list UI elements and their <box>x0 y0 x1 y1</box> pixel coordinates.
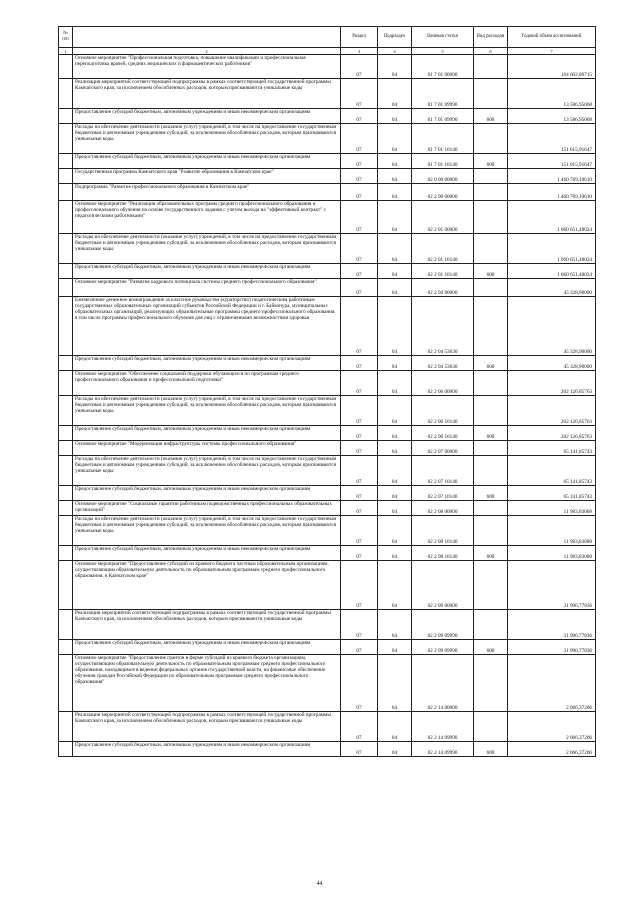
row-razdel-cell: 07 <box>341 279 378 297</box>
row-number-cell <box>59 610 73 640</box>
row-expense-type-cell: 600 <box>474 742 508 757</box>
column-index: 2 <box>73 48 341 55</box>
row-number-cell <box>59 561 73 610</box>
row-razdel-cell: 07 <box>341 396 378 426</box>
row-expense-type-cell: 600 <box>474 486 508 501</box>
row-podrazdel-cell: 04 <box>378 561 412 610</box>
table-row <box>59 264 596 279</box>
row-annual-volume-cell: 164 602,86715 <box>508 55 596 79</box>
row-razdel-cell: 07 <box>341 297 378 356</box>
row-annual-volume-cell: 1 460 769,10610 <box>508 184 596 201</box>
row-razdel-cell: 07 <box>341 55 378 79</box>
table-row <box>59 640 596 655</box>
table-row <box>59 486 596 501</box>
table-row <box>59 712 596 742</box>
row-target-article-cell: 02 2 04 53630 <box>412 297 474 356</box>
row-annual-volume-cell: 151 015,91647 <box>508 154 596 169</box>
row-expense-type-cell: 600 <box>474 426 508 441</box>
table-row <box>59 561 596 610</box>
row-number-cell <box>59 742 73 757</box>
row-name-cell: Предоставление субсидий бюджетным, автономным учреждениям и иным некоммерческим организациям <box>73 109 341 124</box>
row-razdel-cell: 07 <box>341 371 378 396</box>
row-expense-type-cell: 600 <box>474 356 508 371</box>
row-number-cell <box>59 655 73 712</box>
row-razdel-cell: 07 <box>341 456 378 486</box>
row-razdel-cell: 07 <box>341 79 378 109</box>
header-podrazdel: Подраздел <box>378 27 412 48</box>
row-name-cell: Предоставление субсидий бюджетным, автономным учреждениям и иным некоммерческим организациям <box>73 264 341 279</box>
row-name-cell: Основное мероприятие "Предоставление грантов в форме субсидий из краевого бюджета организациям, осуществляющим образовательную деятельность по образовательным программам среднего профессионального образования, находящимся в ведении федеральных органов государственной власти, на финансовое обеспечение обучения граждан Российской Федерации по образовательным программам среднего профессионального образования" <box>73 655 341 712</box>
row-annual-volume-cell: 13 586,95068 <box>508 109 596 124</box>
row-annual-volume-cell: 11 983,83008 <box>508 546 596 561</box>
row-podrazdel-cell: 04 <box>378 169 412 184</box>
row-number-cell <box>59 426 73 441</box>
row-target-article-cell: 02 2 09 09990 <box>412 640 474 655</box>
row-expense-type-cell <box>474 561 508 610</box>
row-name-cell: Основное мероприятие "Социальные гарантии работникам подведомственных профессиональных образовательных организаций" <box>73 501 341 516</box>
row-razdel-cell: 07 <box>341 154 378 169</box>
header-num: № п/п <box>59 27 73 48</box>
table-row <box>59 501 596 516</box>
row-podrazdel-cell: 04 <box>378 356 412 371</box>
row-annual-volume-cell: 13 586,95068 <box>508 79 596 109</box>
row-annual-volume-cell: 202 126,85763 <box>508 371 596 396</box>
row-podrazdel-cell: 04 <box>378 610 412 640</box>
row-number-cell <box>59 501 73 516</box>
row-target-article-cell: 02 2 08 00000 <box>412 501 474 516</box>
row-annual-volume-cell: 2 066,37206 <box>508 712 596 742</box>
row-annual-volume-cell: 65 141,85743 <box>508 486 596 501</box>
row-name-cell: Предоставление субсидий бюджетным, автономным учреждениям и иным некоммерческим организациям <box>73 742 341 757</box>
row-podrazdel-cell: 04 <box>378 184 412 201</box>
row-podrazdel-cell: 04 <box>378 516 412 546</box>
row-target-article-cell: 01 7 01 09990 <box>412 79 474 109</box>
header-target-article: Целевая статья <box>412 27 474 48</box>
row-annual-volume-cell: 45 328,90000 <box>508 356 596 371</box>
row-number-cell <box>59 486 73 501</box>
row-number-cell <box>59 356 73 371</box>
row-target-article-cell: 02 2 14 09990 <box>412 742 474 757</box>
table-row <box>59 742 596 757</box>
column-index: 6 <box>474 48 508 55</box>
row-name-cell: Основное мероприятие "Реализация образовательных программ среднего профессионального образования и профессионального обучения на основе государственного задания с учетом выхода на "эффективный контракт" с педагогическими работниками" <box>73 201 341 234</box>
row-name-cell: Реализация мероприятий соответствующей подпрограммы в рамках соответствующей государственной программы Камчатского края, за исключением обособленных расходов, которым присваиваются уникальные коды <box>73 610 341 640</box>
row-expense-type-cell <box>474 169 508 184</box>
row-name-cell: Расходы на обеспечение деятельности (оказание услуг) учреждений, в том числе на предоставление государственным бюджетным и автономным учреждениям субсидий, за исключением обособленных расходов, которым присваиваются уникальные коды <box>73 124 341 154</box>
row-razdel-cell: 07 <box>341 655 378 712</box>
row-target-article-cell: 01 7 01 09990 <box>412 109 474 124</box>
row-name-cell: Основное мероприятие "Модернизация инфраструктуры системы профессионального образования" <box>73 441 341 456</box>
row-podrazdel-cell: 04 <box>378 742 412 757</box>
row-target-article-cell: 02 2 01 10140 <box>412 264 474 279</box>
row-annual-volume-cell: 45 328,90000 <box>508 279 596 297</box>
header-row <box>59 27 596 48</box>
row-name-cell: Основное мероприятие "Развитие кадрового потенциала системы среднего профессионального образования" <box>73 279 341 297</box>
row-podrazdel-cell: 04 <box>378 640 412 655</box>
table-row <box>59 396 596 426</box>
header-razdel: Раздел <box>341 27 378 48</box>
row-number-cell <box>59 109 73 124</box>
row-podrazdel-cell: 04 <box>378 264 412 279</box>
column-index: 3 <box>341 48 378 55</box>
table-row <box>59 516 596 546</box>
row-target-article-cell: 02 2 07 10140 <box>412 486 474 501</box>
row-annual-volume-cell: 1 460 769,10610 <box>508 169 596 184</box>
header-expense-type: Вид расходов <box>474 27 508 48</box>
row-target-article-cell: 01 7 01 00000 <box>412 55 474 79</box>
row-razdel-cell: 07 <box>341 201 378 234</box>
row-podrazdel-cell: 04 <box>378 501 412 516</box>
row-annual-volume-cell: 31 996,77836 <box>508 640 596 655</box>
row-expense-type-cell <box>474 79 508 109</box>
row-annual-volume-cell: 151 015,91647 <box>508 124 596 154</box>
row-razdel-cell: 07 <box>341 426 378 441</box>
row-razdel-cell: 07 <box>341 742 378 757</box>
row-expense-type-cell: 600 <box>474 109 508 124</box>
row-name-cell: Предоставление субсидий бюджетным, автономным учреждениям и иным некоммерческим организациям <box>73 486 341 501</box>
row-podrazdel-cell: 04 <box>378 546 412 561</box>
row-number-cell <box>59 456 73 486</box>
row-target-article-cell: 02 2 01 00000 <box>412 201 474 234</box>
row-annual-volume-cell: 202 126,85763 <box>508 426 596 441</box>
row-target-article-cell: 02 2 09 00000 <box>412 561 474 610</box>
column-index: 4 <box>378 48 412 55</box>
row-podrazdel-cell: 04 <box>378 234 412 264</box>
row-podrazdel-cell: 04 <box>378 441 412 456</box>
row-podrazdel-cell: 04 <box>378 79 412 109</box>
row-number-cell <box>59 124 73 154</box>
row-expense-type-cell <box>474 655 508 712</box>
row-number-cell <box>59 279 73 297</box>
row-expense-type-cell: 600 <box>474 546 508 561</box>
table-row <box>59 169 596 184</box>
row-annual-volume-cell: 31 996,77836 <box>508 561 596 610</box>
row-podrazdel-cell: 04 <box>378 396 412 426</box>
row-target-article-cell: 02 2 07 10140 <box>412 456 474 486</box>
row-name-cell: Предоставление субсидий бюджетным, автономным учреждениям и иным некоммерческим организациям <box>73 546 341 561</box>
row-razdel-cell: 07 <box>341 124 378 154</box>
row-annual-volume-cell: 31 996,77836 <box>508 610 596 640</box>
row-target-article-cell: 02 2 08 10140 <box>412 546 474 561</box>
row-annual-volume-cell: 45 328,90000 <box>508 297 596 356</box>
row-expense-type-cell <box>474 201 508 234</box>
row-target-article-cell: 02 2 04 00000 <box>412 279 474 297</box>
row-target-article-cell: 02 2 07 00000 <box>412 441 474 456</box>
row-target-article-cell: 02 0 00 00000 <box>412 169 474 184</box>
row-podrazdel-cell: 04 <box>378 55 412 79</box>
row-expense-type-cell <box>474 516 508 546</box>
row-number-cell <box>59 184 73 201</box>
table-row <box>59 154 596 169</box>
row-target-article-cell: 02 2 14 00000 <box>412 655 474 712</box>
row-name-cell: Реализация мероприятий соответствующей подпрограммы в рамках соответствующей государственной программы Камчатского края, за исключением обособленных расходов, которым присваиваются уникальные коды <box>73 79 341 109</box>
row-expense-type-cell: 600 <box>474 640 508 655</box>
row-razdel-cell: 07 <box>341 264 378 279</box>
budget-table-sheet <box>58 26 595 757</box>
table-row <box>59 297 596 356</box>
row-name-cell: Реализация мероприятий соответствующей подпрограммы в рамках соответствующей государственной программы Камчатского края, за исключением обособленных расходов, которым присваиваются уникальные коды <box>73 712 341 742</box>
row-annual-volume-cell: 1 060 651,48024 <box>508 234 596 264</box>
row-podrazdel-cell: 04 <box>378 426 412 441</box>
row-razdel-cell: 07 <box>341 234 378 264</box>
table-row <box>59 109 596 124</box>
row-razdel-cell: 07 <box>341 441 378 456</box>
row-name-cell: Предоставление субсидий бюджетным, автономным учреждениям и иным некоммерческим организациям <box>73 640 341 655</box>
row-razdel-cell: 07 <box>341 610 378 640</box>
row-expense-type-cell <box>474 371 508 396</box>
row-number-cell <box>59 154 73 169</box>
table-row <box>59 79 596 109</box>
row-name-cell: Предоставление субсидий бюджетным, автономным учреждениям и иным некоммерческим организациям <box>73 356 341 371</box>
row-expense-type-cell <box>474 234 508 264</box>
row-podrazdel-cell: 04 <box>378 655 412 712</box>
row-expense-type-cell <box>474 55 508 79</box>
row-expense-type-cell <box>474 456 508 486</box>
column-index: 7 <box>508 48 596 55</box>
row-target-article-cell: 02 2 08 10140 <box>412 516 474 546</box>
row-annual-volume-cell: 1 060 651,48024 <box>508 201 596 234</box>
row-expense-type-cell <box>474 396 508 426</box>
row-razdel-cell: 07 <box>341 109 378 124</box>
table-row <box>59 234 596 264</box>
row-number-cell <box>59 55 73 79</box>
column-index: 1 <box>59 48 73 55</box>
row-target-article-cell: 02 2 01 10140 <box>412 234 474 264</box>
row-name-cell: Расходы на обеспечение деятельности (оказание услуг) учреждений, в том числе на предоставление государственным бюджетным и автономным учреждениям субсидий, за исключением обособленных расходов, которым присваиваются уникальные коды <box>73 516 341 546</box>
row-razdel-cell: 07 <box>341 516 378 546</box>
row-target-article-cell: 02 2 14 09990 <box>412 712 474 742</box>
row-podrazdel-cell: 04 <box>378 201 412 234</box>
row-annual-volume-cell: 202 126,85763 <box>508 396 596 426</box>
row-number-cell <box>59 234 73 264</box>
table-row <box>59 610 596 640</box>
row-name-cell: Расходы на обеспечение деятельности (оказание услуг) учреждений, в том числе на предоставление государственным бюджетным и автономным учреждениям субсидий, за исключением обособленных расходов, которым присваиваются уникальные коды <box>73 396 341 426</box>
header-name <box>73 27 341 48</box>
row-number-cell <box>59 516 73 546</box>
row-annual-volume-cell: 11 983,83008 <box>508 501 596 516</box>
row-expense-type-cell <box>474 501 508 516</box>
row-expense-type-cell <box>474 184 508 201</box>
table-row <box>59 55 596 79</box>
row-expense-type-cell <box>474 441 508 456</box>
row-annual-volume-cell: 65 141,85743 <box>508 456 596 486</box>
header-annual-volume: Годовой объем ассигнований <box>508 27 596 48</box>
row-name-cell: Государственная программа Камчатского края "Развитие образования в Камчатском крае" <box>73 169 341 184</box>
row-razdel-cell: 07 <box>341 640 378 655</box>
table-row <box>59 546 596 561</box>
row-podrazdel-cell: 04 <box>378 456 412 486</box>
table-row <box>59 279 596 297</box>
row-target-article-cell: 02 2 00 00000 <box>412 184 474 201</box>
row-name-cell: Основное мероприятие "Предоставление субсидий из краевого бюджета частным образовательным организациям, осуществляющим образовательную деятельность по образовательным программам среднего профессионального образования, в Камчатском крае" <box>73 561 341 610</box>
row-number-cell <box>59 640 73 655</box>
column-index: 5 <box>412 48 474 55</box>
row-razdel-cell: 07 <box>341 486 378 501</box>
row-expense-type-cell <box>474 610 508 640</box>
row-expense-type-cell <box>474 124 508 154</box>
row-annual-volume-cell: 11 983,83008 <box>508 516 596 546</box>
row-annual-volume-cell: 2 066,37206 <box>508 655 596 712</box>
row-number-cell <box>59 441 73 456</box>
row-name-cell: Расходы на обеспечение деятельности (оказание услуг) учреждений, в том числе на предоставление государственным бюджетным и автономным учреждениям субсидий, за исключением обособленных расходов, которым присваиваются уникальные коды <box>73 456 341 486</box>
row-name-cell: Расходы на обеспечение деятельности (оказание услуг) учреждений, в том числе на предоставление государственным бюджетным и автономным учреждениям субсидий, за исключением обособленных расходов, которым присваиваются уникальные коды <box>73 234 341 264</box>
row-expense-type-cell <box>474 297 508 356</box>
row-razdel-cell: 07 <box>341 169 378 184</box>
row-number-cell <box>59 396 73 426</box>
budget-table <box>58 26 596 757</box>
row-number-cell <box>59 169 73 184</box>
table-row <box>59 371 596 396</box>
row-number-cell <box>59 371 73 396</box>
row-podrazdel-cell: 04 <box>378 297 412 356</box>
row-target-article-cell: 02 2 06 10140 <box>412 426 474 441</box>
table-row <box>59 201 596 234</box>
row-name-cell: Предоставление субсидий бюджетным, автономным учреждениям и иным некоммерческим организациям <box>73 426 341 441</box>
row-number-cell <box>59 546 73 561</box>
row-razdel-cell: 07 <box>341 712 378 742</box>
row-expense-type-cell <box>474 712 508 742</box>
row-annual-volume-cell: 1 060 651,48024 <box>508 264 596 279</box>
row-podrazdel-cell: 04 <box>378 371 412 396</box>
row-name-cell: Предоставление субсидий бюджетным, автономным учреждениям и иным некоммерческим организациям <box>73 154 341 169</box>
row-target-article-cell: 02 2 04 53630 <box>412 356 474 371</box>
page-number: 44 <box>316 881 323 887</box>
row-podrazdel-cell: 04 <box>378 712 412 742</box>
row-expense-type-cell: 600 <box>474 154 508 169</box>
row-podrazdel-cell: 04 <box>378 154 412 169</box>
column-index-row <box>59 48 596 55</box>
row-number-cell <box>59 712 73 742</box>
row-number-cell <box>59 79 73 109</box>
row-target-article-cell: 01 7 01 10140 <box>412 124 474 154</box>
row-podrazdel-cell: 04 <box>378 124 412 154</box>
table-row <box>59 184 596 201</box>
table-row <box>59 456 596 486</box>
row-razdel-cell: 07 <box>341 546 378 561</box>
row-target-article-cell: 02 2 06 10140 <box>412 396 474 426</box>
row-annual-volume-cell: 2 066,37206 <box>508 742 596 757</box>
row-razdel-cell: 07 <box>341 501 378 516</box>
row-target-article-cell: 02 2 06 00000 <box>412 371 474 396</box>
row-target-article-cell: 02 2 09 09990 <box>412 610 474 640</box>
row-podrazdel-cell: 04 <box>378 486 412 501</box>
row-number-cell <box>59 264 73 279</box>
row-podrazdel-cell: 04 <box>378 109 412 124</box>
row-name-cell: Подпрограмма "Развитие профессионального образования в Камчатском крае" <box>73 184 341 201</box>
row-name-cell: Основное мероприятие "Обеспечение социальной поддержки обучающихся по программам среднего профессионального образования и профессиональной подготовки" <box>73 371 341 396</box>
row-number-cell <box>59 201 73 234</box>
row-annual-volume-cell: 65 141,85743 <box>508 441 596 456</box>
row-name-cell: Основное мероприятие "Профессиональная подготовка, повышение квалификации и профессиональная переподготовка врачей, средних медицинских и фармацевтических работников" <box>73 55 341 79</box>
row-razdel-cell: 07 <box>341 184 378 201</box>
table-body <box>59 55 596 757</box>
row-razdel-cell: 07 <box>341 356 378 371</box>
row-number-cell <box>59 297 73 356</box>
table-row <box>59 356 596 371</box>
row-expense-type-cell <box>474 279 508 297</box>
table-row <box>59 426 596 441</box>
row-target-article-cell: 01 7 01 10140 <box>412 154 474 169</box>
row-razdel-cell: 07 <box>341 561 378 610</box>
table-row <box>59 124 596 154</box>
row-name-cell: Ежемесячное денежное вознаграждение за классное руководство (кураторство) педагогическим работникам государственных образовательных организаций субъектов Российской Федерации и г. Байконура, муниципальных образовательных организаций, реализующих образовательные программы среднего профессионального образования, в том числе программы профессионального обучения для лиц с ограниченными возможностями здоровья <box>73 297 341 356</box>
table-row <box>59 655 596 712</box>
row-expense-type-cell: 600 <box>474 264 508 279</box>
table-row <box>59 441 596 456</box>
row-podrazdel-cell: 04 <box>378 279 412 297</box>
